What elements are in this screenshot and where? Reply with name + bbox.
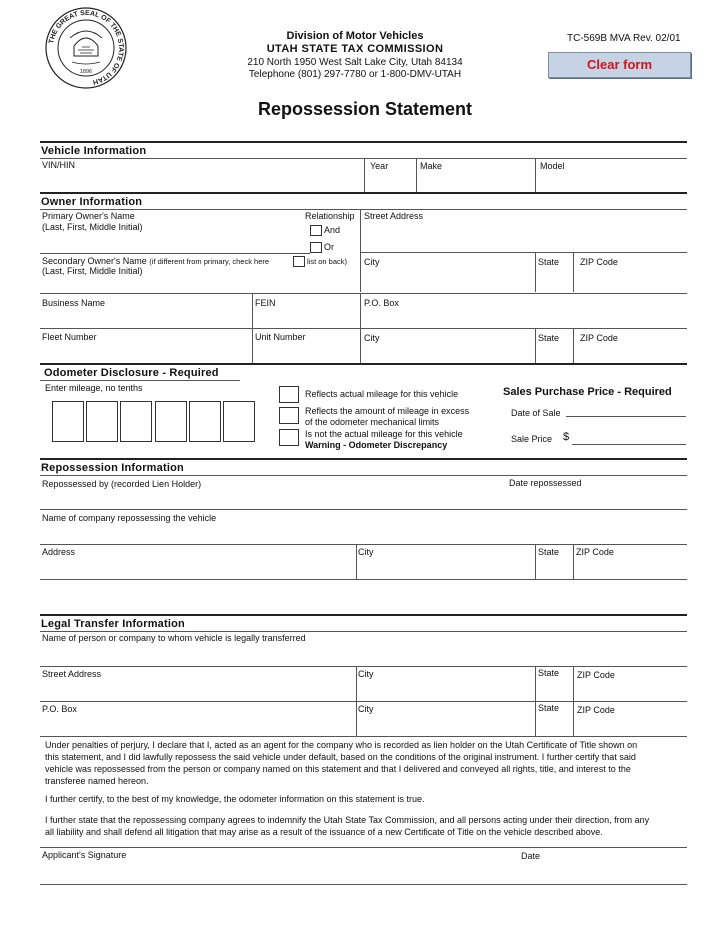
list-on-back-label: list on back) <box>307 257 348 266</box>
agency-telephone: Telephone (801) 297-7780 or 1-800-DMV-UTAH <box>248 69 462 80</box>
owner-top-rule <box>40 209 687 210</box>
repossessing-company-label: Name of company repossessing the vehicle <box>42 513 217 523</box>
signature-label: Applicant's Signature <box>42 850 127 860</box>
owner-bottom-rule <box>40 363 687 365</box>
primary-owner-format: (Last, First, Middle Initial) <box>42 222 143 232</box>
signature-date-input[interactable] <box>519 862 685 882</box>
signature-date-label: Date <box>521 851 541 861</box>
dollar-sign: $ <box>563 431 570 443</box>
clear-form-label: Clear form <box>586 57 653 72</box>
legal-po-box-label: P.O. Box <box>42 704 77 714</box>
make-label: Make <box>420 161 443 171</box>
model-label: Model <box>540 161 565 171</box>
legal-rule <box>40 666 687 667</box>
legal-city2-label: City <box>358 704 374 714</box>
mileage-digit-5[interactable] <box>189 401 221 442</box>
legal-rule <box>40 701 687 702</box>
vehicle-divider <box>416 158 417 192</box>
street-address-label: Street Address <box>364 211 424 221</box>
vehicle-divider <box>364 158 365 192</box>
cert-line: this statement, and I did lawfully repossess the said vehicle under default, based on the conditions of the original instrument. I further certify that said <box>45 752 636 762</box>
or-checkbox[interactable] <box>310 242 322 253</box>
owner-zip-label: ZIP Code <box>580 257 618 267</box>
owner-divider <box>573 252 574 292</box>
list-on-back-checkbox[interactable] <box>293 256 305 267</box>
excess-mileage-label-2: of the odometer mechanical limits <box>305 417 440 427</box>
repossessed-by-label: Repossessed by (recorded Lien Holder) <box>42 479 202 489</box>
certification-paragraph-2: I further certify, to the best of my knowledge, the odometer information on this statement is true. <box>45 794 425 804</box>
legal-state-label: State <box>538 668 560 678</box>
agency-address: 210 North 1950 West Salt Lake City, Utah 84134 <box>247 57 463 68</box>
owner-divider <box>360 209 361 292</box>
odometer-rule <box>40 380 240 381</box>
legal-zip2-label: ZIP Code <box>577 705 615 715</box>
cert-line: Under penalties of perjury, I declare that I, acted as an agent for the company who is recorded as lien holder on the Utah Certificate of Title shown on <box>45 740 638 750</box>
repossession-rule <box>40 475 687 476</box>
signature-input[interactable] <box>41 862 511 882</box>
owner-divider <box>535 328 536 363</box>
owner-rule <box>40 328 687 329</box>
legal-city-label: City <box>358 669 374 679</box>
date-of-sale-label: Date of Sale <box>511 408 561 418</box>
business-name-label: Business Name <box>42 298 106 308</box>
or-label: Or <box>324 242 334 252</box>
fein-label: FEIN <box>255 298 276 308</box>
owner-state2-label: State <box>538 333 560 343</box>
actual-mileage-checkbox[interactable] <box>279 386 299 403</box>
cert-line: all liability and shall defend all litigation that may arise as a result of the issuance of a new Certificate of Title on the vehicle described above. <box>45 827 603 837</box>
repossession-section-heading: Repossession Information <box>41 462 184 474</box>
primary-owner-label: Primary Owner's Name <box>42 211 135 221</box>
not-actual-mileage-label: Is not the actual mileage for this vehicle <box>305 429 463 439</box>
mileage-digit-4[interactable] <box>155 401 187 442</box>
vin-input[interactable] <box>41 172 361 190</box>
legal-section-heading: Legal Transfer Information <box>41 618 185 630</box>
legal-zip-label: ZIP Code <box>577 670 615 680</box>
cert-line: I further state that the repossessing company agrees to indemnify the Utah State Tax Commission, and all persons acting under their direction, from any <box>45 815 650 825</box>
excess-mileage-label-1: Reflects the amount of mileage in excess <box>305 406 470 416</box>
and-checkbox[interactable] <box>310 225 322 236</box>
cert-line: transferee named hereon. <box>45 776 149 786</box>
not-actual-mileage-checkbox[interactable] <box>279 429 299 446</box>
vehicle-section-heading: Vehicle Information <box>41 145 147 157</box>
owner-divider <box>573 328 574 363</box>
odometer-section-heading: Odometer Disclosure - Required <box>44 367 219 379</box>
clear-form-button[interactable] <box>548 52 691 78</box>
date-of-sale-input[interactable] <box>566 403 686 416</box>
owner-city2-label: City <box>364 333 380 343</box>
transferee-name-label: Name of person or company to whom vehicle is legally transferred <box>42 633 306 643</box>
vin-label: VIN/HIN <box>42 160 76 170</box>
svg-text:THE GREAT SEAL OF THE STATE OF: THE GREAT SEAL OF THE STATE OF UTAH <box>48 9 125 86</box>
title-rule <box>40 141 687 143</box>
owner-state-label: State <box>538 257 560 267</box>
owner-zip2-label: ZIP Code <box>580 333 618 343</box>
owner-divider <box>535 252 536 292</box>
date-of-sale-line <box>566 416 686 417</box>
repo-address-label: Address <box>42 547 76 557</box>
sale-price-input[interactable] <box>572 431 686 444</box>
and-label: And <box>324 225 341 235</box>
vehicle-divider <box>535 158 536 192</box>
mileage-digit-2[interactable] <box>86 401 118 442</box>
mileage-digit-3[interactable] <box>120 401 152 442</box>
commission-name: UTAH STATE TAX COMMISSION <box>266 43 444 55</box>
certification-paragraph-3 <box>45 814 649 838</box>
legal-top-rule <box>40 614 687 616</box>
signature-top-rule <box>40 847 687 848</box>
owner-rule <box>40 253 310 254</box>
repossession-rule <box>40 509 687 510</box>
excess-mileage-checkbox[interactable] <box>279 407 299 424</box>
division-name: Division of Motor Vehicles <box>286 30 424 42</box>
fleet-number-label: Fleet Number <box>42 332 97 342</box>
legal-state2-label: State <box>538 703 560 713</box>
certification-paragraph-1 <box>45 739 637 787</box>
actual-mileage-label: Reflects actual mileage for this vehicle <box>305 389 459 399</box>
odometer-bottom-rule <box>40 458 687 460</box>
state-seal-icon <box>44 6 128 90</box>
sales-section-heading: Sales Purchase Price - Required <box>503 386 672 398</box>
owner-section-heading: Owner Information <box>41 196 143 208</box>
owner-rule <box>40 293 687 294</box>
repo-divider <box>573 544 574 579</box>
repo-city-label: City <box>358 547 374 557</box>
odometer-warning: Warning - Odometer Discrepancy <box>305 440 448 450</box>
vehicle-bottom-rule <box>40 192 687 194</box>
unit-number-label: Unit Number <box>255 332 306 342</box>
legal-rule <box>40 736 687 737</box>
legal-street-label: Street Address <box>42 669 102 679</box>
form-title: Repossession Statement <box>257 99 473 119</box>
repo-zip-label: ZIP Code <box>576 547 614 557</box>
repo-state-label: State <box>538 547 560 557</box>
mileage-digit-6[interactable] <box>223 401 255 442</box>
signature-bottom-rule <box>40 884 687 885</box>
year-label: Year <box>370 161 389 171</box>
repossession-rule <box>40 544 687 545</box>
sale-price-label: Sale Price <box>511 434 553 444</box>
repo-divider <box>356 544 357 579</box>
cert-line: vehicle was repossessed from the person or company named on this statement and that I delivered and conveyed all rights, title, and interest to the <box>45 764 631 774</box>
form-id: TC-569B MVA Rev. 02/01 <box>567 33 681 44</box>
svg-text:1896: 1896 <box>79 69 93 75</box>
mileage-digit-1[interactable] <box>52 401 84 442</box>
po-box-label: P.O. Box <box>364 298 399 308</box>
sale-price-line <box>572 444 686 445</box>
secondary-owner-format: (Last, First, Middle Initial) <box>42 266 143 276</box>
date-repossessed-label: Date repossessed <box>509 478 582 488</box>
relationship-label: Relationship <box>305 211 355 221</box>
mileage-instruction: Enter mileage, no tenths <box>45 383 143 393</box>
owner-rule <box>360 252 687 253</box>
secondary-owner-note: (if different from primary, check here <box>149 257 270 266</box>
repo-divider <box>535 544 536 579</box>
repossession-rule <box>40 579 687 580</box>
owner-city-label: City <box>364 257 380 267</box>
secondary-owner-text: Secondary Owner's Name <box>42 256 147 266</box>
legal-rule <box>40 631 687 632</box>
